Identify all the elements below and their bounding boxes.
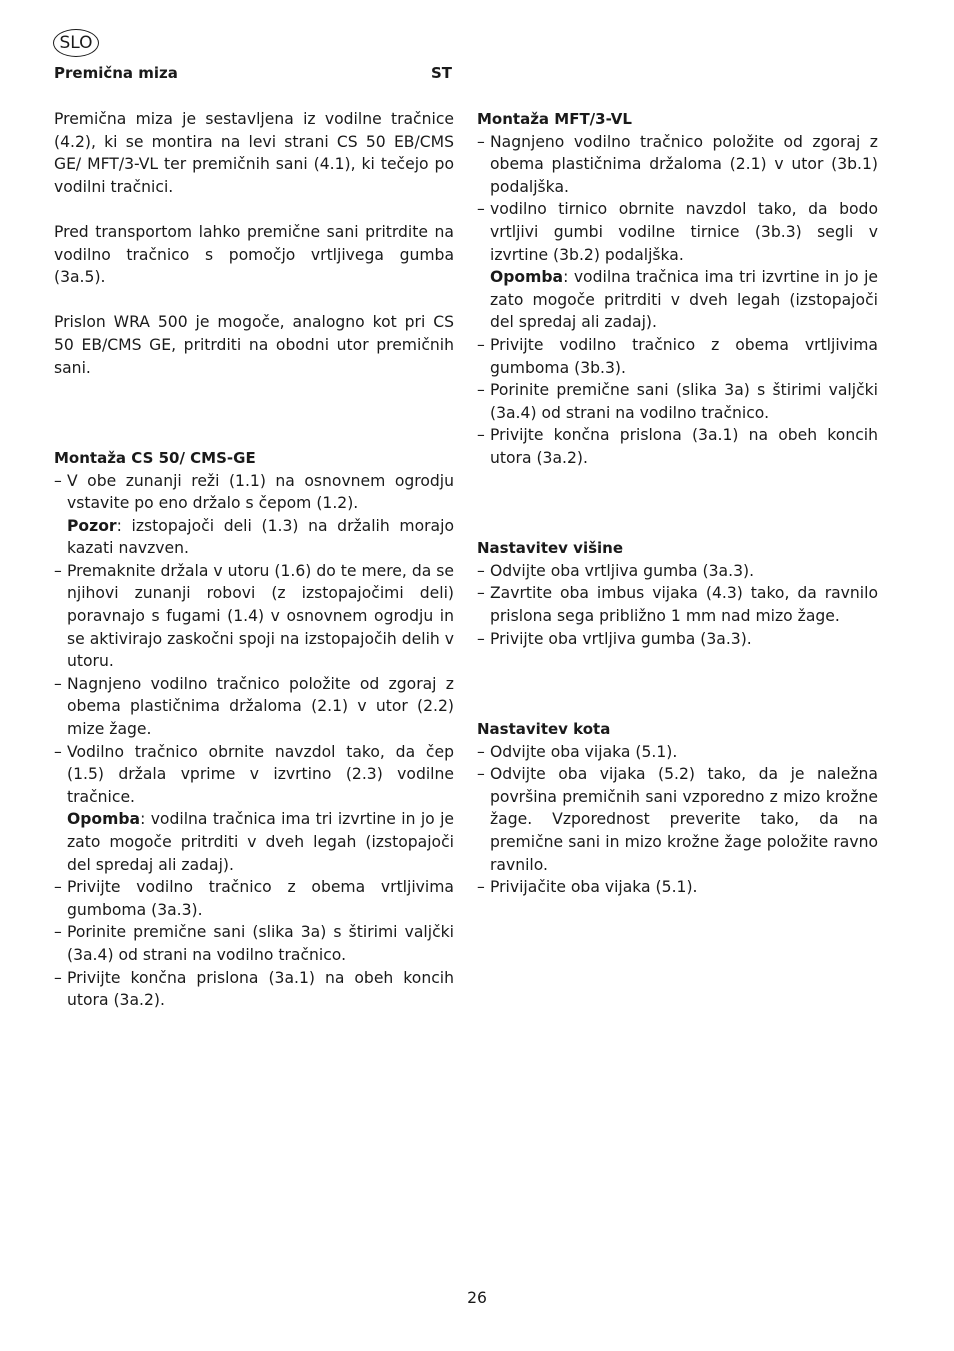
list-item: – Privijte vodilno tračnico z obema vrtljivima gumboma (3b.3). xyxy=(477,334,878,379)
intro-paragraph-3: Prislon WRA 500 je mogoče, analogno kot pri CS 50 EB/CMS GE, pritrditi na obodni utor premičnih sani. xyxy=(54,313,454,377)
list-item: – Privijte oba vrtljiva gumba (3a.3). xyxy=(477,628,878,651)
list-item: – vodilno tirnico obrnite navzdol tako, da bodo vrtljivi gumbi vodilne tirnice (3b.3) segli v izvrtine (3b.2) podaljška. Opomba: vodilna tračnica ima tri izvrtine in jo je zato mogoče pritrditi v dveh legah (izstopajoči del spredaj ali zadaj). xyxy=(477,198,878,334)
list-item: – Privijte vodilno tračnico z obema vrtljivima gumboma (3a.3). xyxy=(54,876,454,921)
list-item: – Porinite premične sani (slika 3a) s štirimi valjčki (3a.4) od strani na vodilno tračnico. xyxy=(477,379,878,424)
title-text: Premična miza xyxy=(54,64,178,82)
intro-paragraph-1: Premična miza je sestavljena iz vodilne tračnice (4.2), ki se montira na levi strani CS 50 EB/CMS GE/ MFT/3-VL ter premičnih sani (4.1), ki tečejo po vodilni tračnici. xyxy=(54,110,454,196)
title-code: ST xyxy=(430,64,452,82)
mft-heading: Montaža MFT/3-VL xyxy=(477,110,632,128)
mft-steps xyxy=(477,131,878,470)
angle-steps xyxy=(477,741,878,899)
note: Opomba: vodilna tračnica ima tri izvrtine in jo je zato mogoče pritrditi v dveh legah (izstopajoči del spredaj ali zadaj). xyxy=(67,810,454,874)
list-item: – Odvijte oba vijaka (5.2) tako, da je naležna površina premičnih sani vzporedno z mizo krožne žage. Vzporednost preverite tako, da na premične sani in mizo krožne žage položite ravno ravnilo. xyxy=(477,763,878,876)
height-steps xyxy=(477,560,878,650)
list-item: – Nagnjeno vodilno tračnico položite od zgoraj z obema plastičnima držaloma (2.1) v utor (2.2) mize žage. xyxy=(54,673,454,741)
angle-heading: Nastavitev kota xyxy=(477,720,611,739)
section-title xyxy=(54,64,452,82)
list-item: – Porinite premične sani (slika 3a) s štirimi valjčki (3a.4) od strani na vodilno tračnico. xyxy=(54,921,454,966)
list-item: – Premaknite držala v utoru (1.6) do te mere, da se njihovi zunanji robovi (z izstopajočimi deli) poravnajo s fugami (1.4) v osnovnem ogrodju in se aktivirajo zaskočni spoji na izstopajočih delih v utoru. xyxy=(54,560,454,673)
list-item: – Nagnjeno vodilno tračnico položite od zgoraj z obema plastičnima držaloma (2.1) v utor (3b.1) podaljška. xyxy=(477,131,878,199)
list-item: – Odvijte oba vrtljiva gumba (3a.3). xyxy=(477,560,878,583)
list-item: – Privijte končna prislona (3a.1) na obeh koncih utora (3a.2). xyxy=(477,424,878,469)
intro-paragraph-2: Pred transportom lahko premične sani pritrdite na vodilno tračnico s pomočjo vrtljivega gumba (3a.5). xyxy=(54,222,454,287)
list-item: – V obe zunanji reži (1.1) na osnovnem ogrodju vstavite po eno držalo s čepom (1.2). Pozor: izstopajoči deli (1.3) na držalih morajo kazati navzven. xyxy=(54,470,454,560)
cs50-heading: Montaža CS 50/ CMS-GE xyxy=(54,448,256,467)
list-item: – Vodilno tračnico obrnite navzdol tako, da čep (1.5) držala vprime v izvrtino (2.3) vodilne tračnice. Opomba: vodilna tračnica ima tri izvrtine in jo je zato mogoče pritrditi v dveh legah (izstopajoči del spredaj ali zadaj). xyxy=(54,741,454,877)
cs50-steps xyxy=(54,470,454,1012)
page-number: 26 xyxy=(467,1289,487,1307)
language-badge: SLO xyxy=(53,29,99,57)
right-column xyxy=(477,108,878,899)
left-column xyxy=(54,108,454,1012)
note: Pozor: izstopajoči deli (1.3) na držalih morajo kazati navzven. xyxy=(67,516,454,558)
list-item: – Odvijte oba vijaka (5.1). xyxy=(477,741,878,764)
list-item: – Privijte končna prislona (3a.1) na obeh koncih utora (3a.2). xyxy=(54,967,454,1012)
list-item: – Zavrtite oba imbus vijaka (4.3) tako, da ravnilo prislona sega približno 1 mm nad mizo žage. xyxy=(477,582,878,627)
height-heading: Nastavitev višine xyxy=(477,539,624,558)
list-item: – Privijačite oba vijaka (5.1). xyxy=(477,876,878,899)
note: Opomba: vodilna tračnica ima tri izvrtine in jo je zato mogoče pritrditi v dveh legah (izstopajoči del spredaj ali zadaj). xyxy=(490,268,878,332)
